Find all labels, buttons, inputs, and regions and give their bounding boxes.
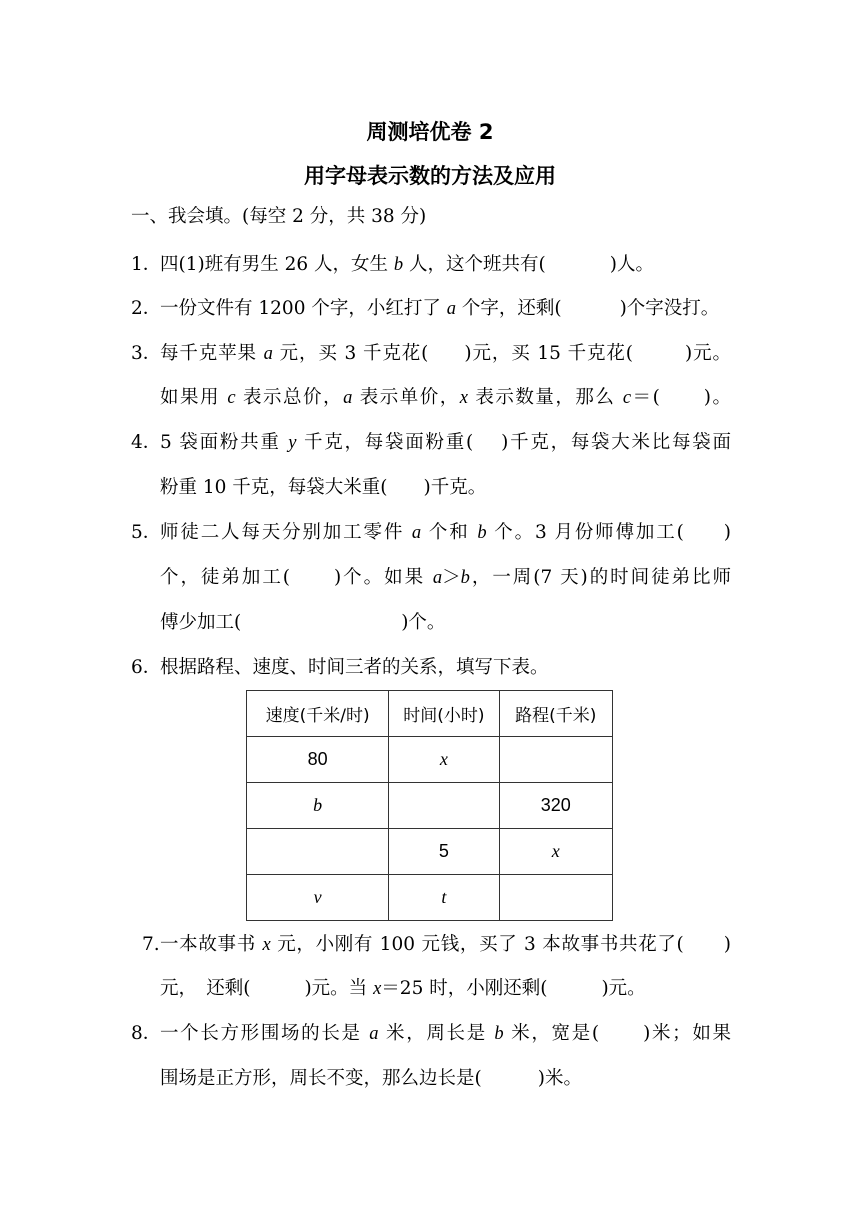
question-8-line-1: 一个长方形围场的长是 a 米，周长是 b 米，宽是( )米；如果	[160, 1023, 731, 1044]
table-header-speed: 速度(千米/时)	[247, 691, 389, 737]
page-subtitle: 用字母表示数的方法及应用	[304, 164, 556, 188]
question-3-line-2: 如果用 c 表示总价，a 表示单价，x 表示数量，那么 c＝( )。	[160, 387, 732, 408]
question-3-line-1: 每千克苹果 a 元，买 3 千克花( )元，买 15 千克花( )元。	[160, 343, 731, 364]
table-cell: v	[247, 875, 389, 921]
question-6-text: 根据路程、速度、时间三者的关系，填写下表。	[160, 657, 549, 678]
table-header-distance: 路程(千米)	[499, 691, 612, 737]
speed-time-distance-table	[246, 690, 613, 921]
question-2-text: 一份文件有 1200 个字，小红打了 a 个字，还剩( )个字没打。	[160, 298, 720, 319]
question-2-number: 2．	[131, 298, 162, 319]
question-1-number: 1．	[131, 254, 162, 275]
table-cell: x	[389, 737, 499, 783]
table-row	[247, 829, 613, 875]
page-title: 周测培优卷 2	[366, 120, 494, 144]
table-header-time: 时间(小时)	[389, 691, 499, 737]
table-row	[247, 737, 613, 783]
table-cell: t	[389, 875, 499, 921]
question-7-line-1: 一本故事书 x 元，小刚有 100 元钱，买了 3 本故事书共花了( )	[160, 934, 731, 955]
table-cell-blank[interactable]	[389, 783, 499, 829]
question-5-line-3: 傅少加工( )个。	[160, 612, 446, 633]
section-heading: 一、我会填。(每空 2 分，共 38 分)	[131, 206, 427, 227]
question-1-text: 四(1)班有男生 26 人，女生 b 人，这个班共有( )人。	[160, 254, 654, 275]
question-5-line-1: 师徒二人每天分别加工零件 a 个和 b 个。3 月份师傅加工( )	[160, 522, 732, 543]
table-row	[247, 783, 613, 829]
question-8-number: 8．	[131, 1023, 162, 1044]
question-5-number: 5．	[131, 522, 162, 543]
question-4-line-2: 粉重 10 千克，每袋大米重( )千克。	[160, 477, 487, 498]
question-5-line-2: 个，徒弟加工( )个。如果 a＞b，一周(7 天)的时间徒弟比师	[160, 567, 731, 588]
table-cell: b	[247, 783, 389, 829]
question-4-number: 4．	[131, 432, 162, 453]
question-4-line-1: 5 袋面粉共重 y 千克，每袋面粉重( )千克，每袋大米比每袋面	[160, 432, 731, 453]
question-3-number: 3．	[131, 343, 162, 364]
table-row	[247, 875, 613, 921]
question-6-number: 6．	[131, 657, 162, 678]
question-7-number: 7.	[142, 934, 160, 955]
table-cell-blank[interactable]	[499, 875, 612, 921]
table-cell-blank[interactable]	[499, 737, 612, 783]
question-8-line-2: 围场是正方形，周长不变，那么边长是( )米。	[160, 1068, 582, 1089]
table-cell-blank[interactable]	[247, 829, 389, 875]
table-cell: 5	[389, 829, 499, 875]
table-cell: 320	[499, 783, 612, 829]
question-7-line-2: 元， 还剩( )元。当 x＝25 时，小刚还剩( )元。	[160, 978, 646, 999]
table-cell: 80	[247, 737, 389, 783]
table-header-row	[247, 691, 613, 737]
table-cell: x	[499, 829, 612, 875]
